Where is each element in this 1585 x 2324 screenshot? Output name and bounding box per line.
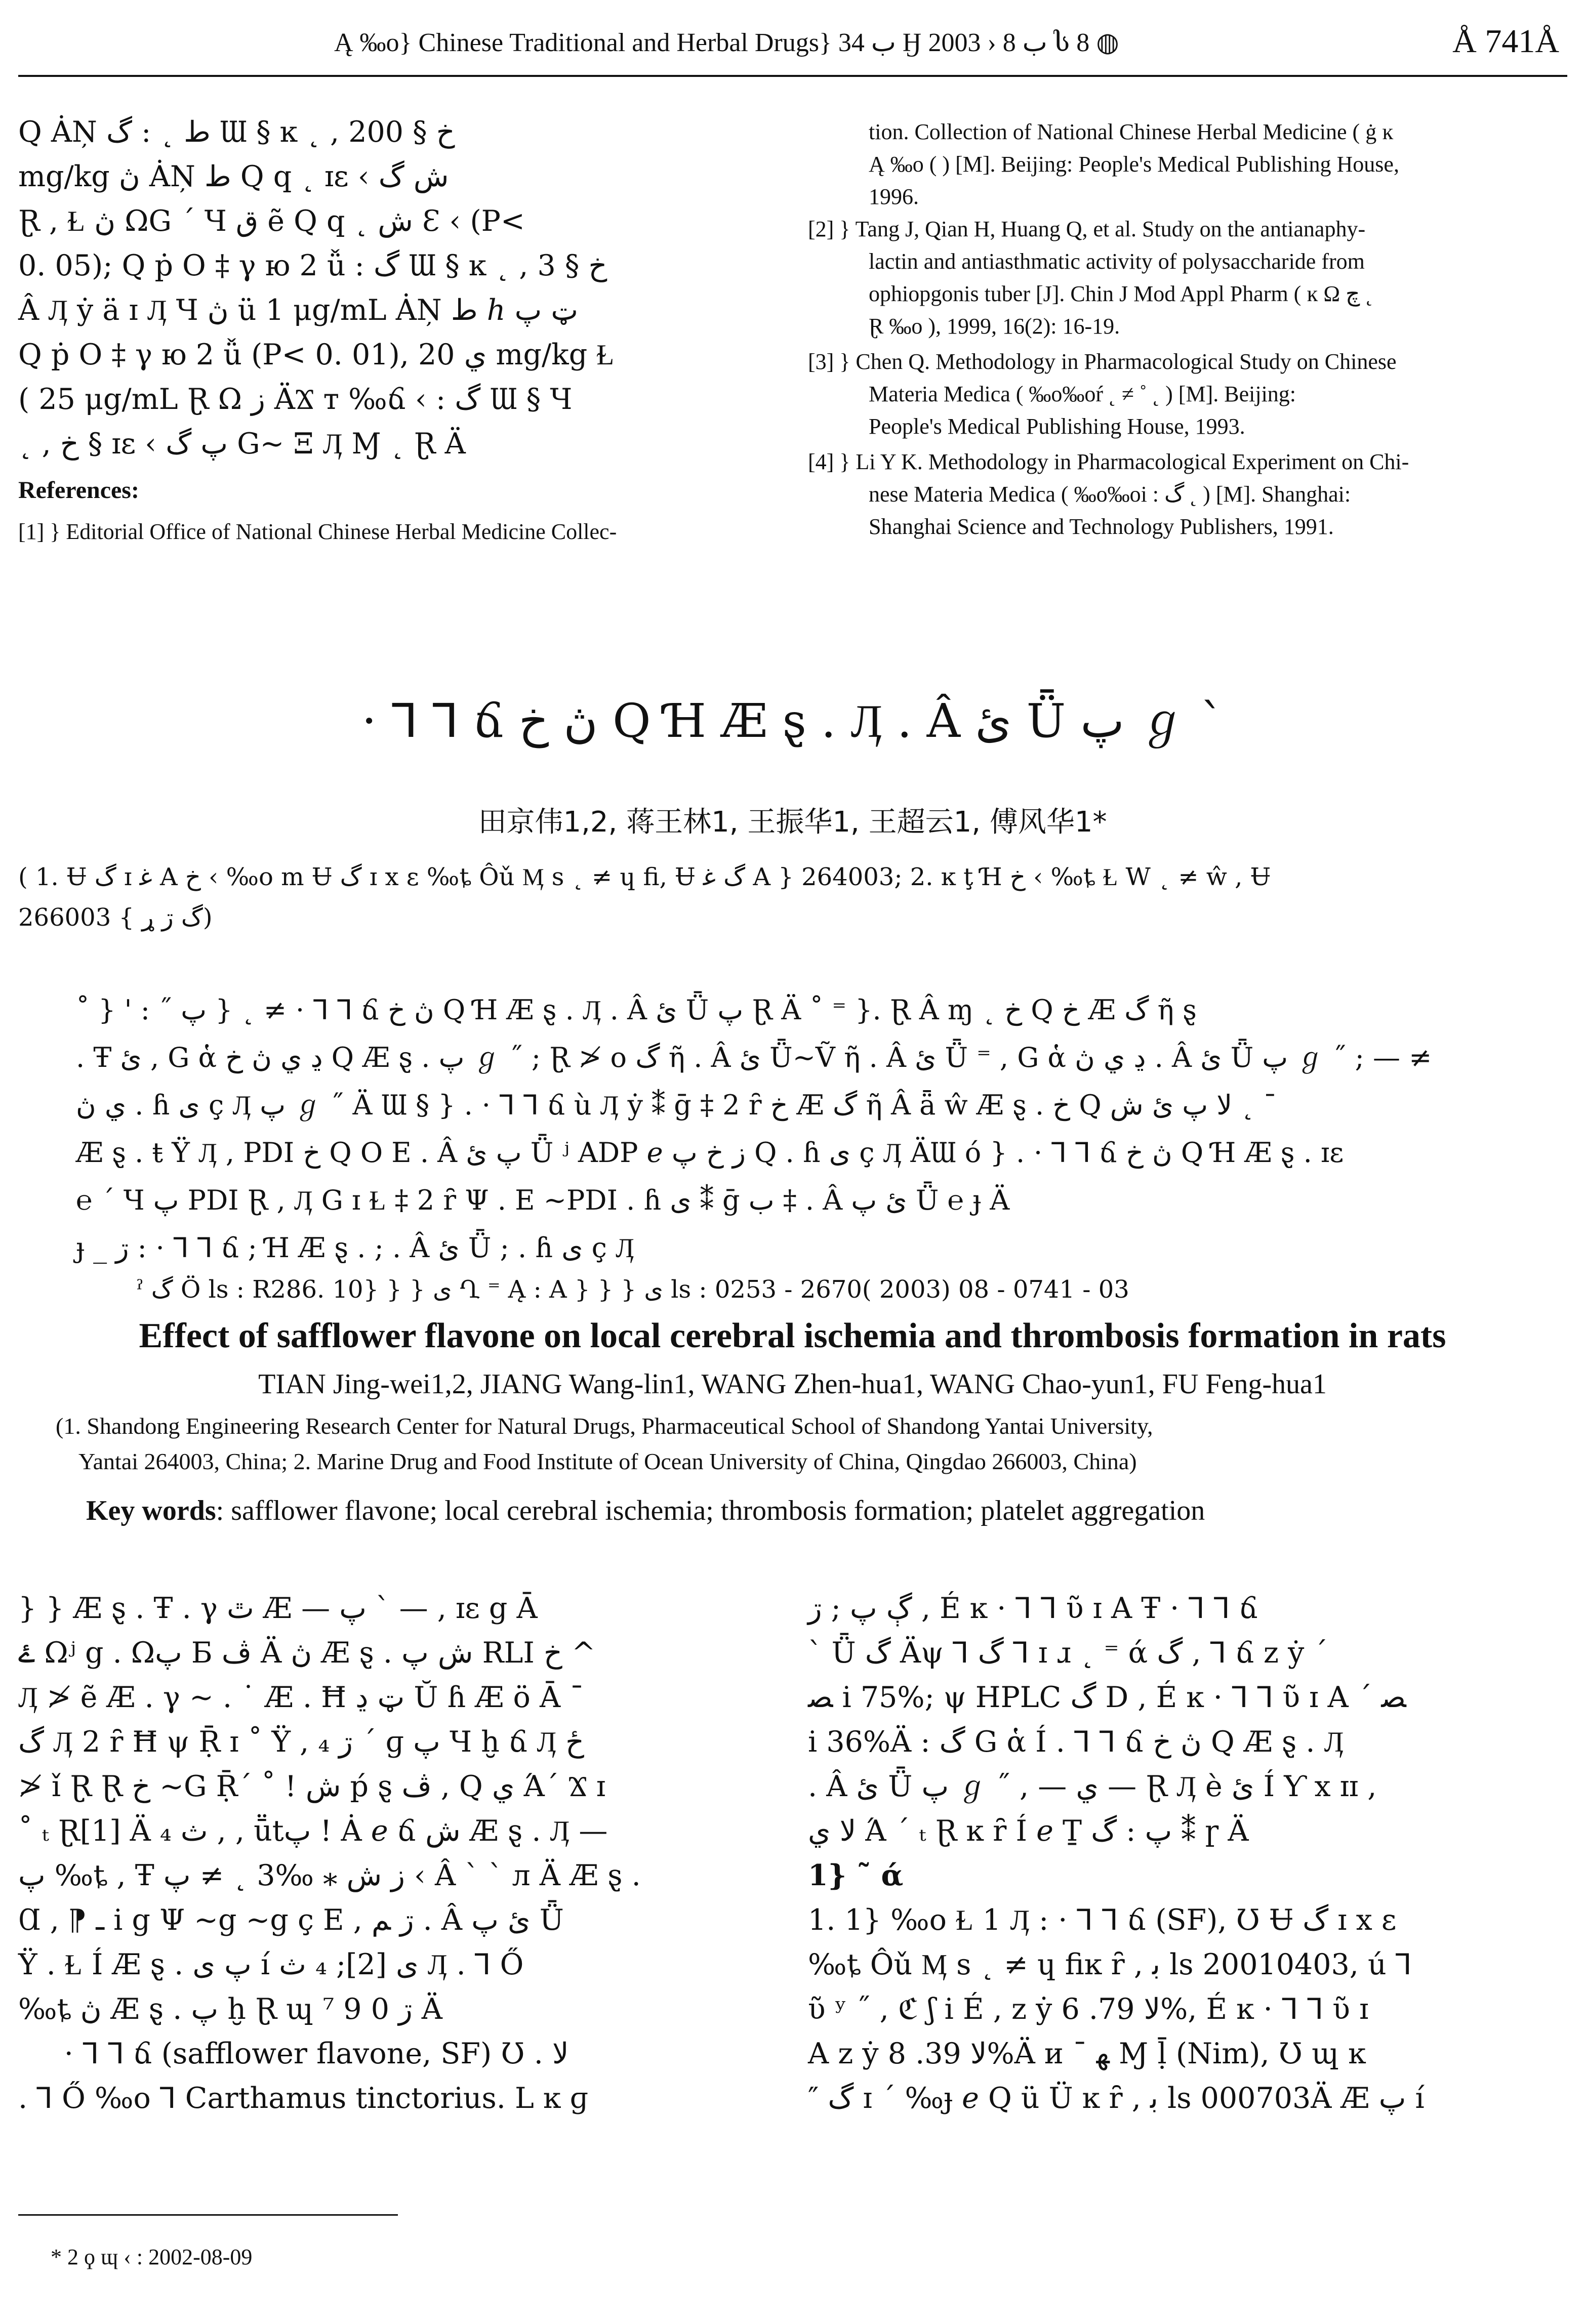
abstract-line: ي ڽ . ɦ ى ç Ӆ پ ℊ ˝ Ä Ɯ § } . ⋅ ⅂ ⅂ ճ ù Ӆ ẏ ⁑ ḡ ‡ 2 ȓ خ Æ گ ῆ Â ǟ ŵ Æ ȿ . خ Q ﻻ پ ئ ﺵ ˛ ¯ <box>76 1089 1277 1121</box>
body-line: ≯ ǐ Ɽ Ɽ خ ~G Ṝ´ ˚ ! ش ṕ ȿ ڤ , Q ي Ά´ Ϫ ɪ <box>18 1770 606 1803</box>
chinese-title: ⋅ ⅂ ⅂ ճ ڽ خ Q Ɦ Æ ȿ . Ӆ . Â ئ Ǖ پ ℊ ˋ <box>361 694 1224 748</box>
reference-line: ophiopgonis tuber [J]. Chin J Mod Appl Pharm ( ĸ Ω چ ˛ <box>869 281 1373 306</box>
reference-line: tion. Collection of National Chinese Herbal Medicine ( ġ ĸ <box>869 119 1394 144</box>
affiliation-line: گ ڗ ړ } 266003) <box>18 903 213 932</box>
body-line: پ ‰ȶ , Ŧ ز ﺵ ⁎ ‰3 ˛ ≠ پ ‹ Â ˋ ˋ л Ä Æ ȿ . <box>18 1859 641 1892</box>
reference-line: Ą ‰o ( ) [M]. Beijing: People's Medical Publishing House, <box>869 152 1399 177</box>
reference-line: Ɽ ‰o ), 1999, 16(2): 16-19. <box>869 314 1120 339</box>
text-line: Q ȦŅ ط ˛ : گ Ɯ § ĸ ˛ , خ § 200 <box>18 115 455 149</box>
reference-line: nese Materia Medica ( ‰o‰oi : گ ˛ ) [M]. Shanghai: <box>869 482 1351 507</box>
text-line: Q ṗ O ‡ γ ю 2 ǚ (P< 0. 01), ي 20 mg/kg Ɫ <box>18 338 615 371</box>
running-header: Ą ‰o} Chinese Traditional and Herbal Drugs} ب 34 Ӈ ب 8 ‹ 2003 ს 8 ◍ <box>334 28 1119 57</box>
body-line: ˚ ₜ Ɽ[1] Ä ₄ ث , , ṻtپ ! Ȧ ℯ ճ ش Æ ȿ . Ӆ — <box>18 1814 608 1848</box>
keywords-text: : safflower flavone; local cerebral ischemia; thrombosis formation; platelet aggregation <box>216 1495 1205 1526</box>
text-line: ˛ , خ § ɪɛ ‹ پ گ G~ Ξ Ӆ Ɱ ˛ Ɽ Ä <box>18 427 466 461</box>
chinese-authors <box>0 805 1585 840</box>
reference-line: 1996. <box>869 184 919 209</box>
reference-line: [3] } Chen Q. Methodology in Pharmacological Study on Chinese <box>808 349 1397 374</box>
body-line: ῦ ʸ ˝ , ℭ ʃ i É , z ẏ ﻻ 79. 6%, É ĸ ⋅ ⅂ ⅂ ῦ ɪ <box>808 1993 1369 2026</box>
header-rule <box>18 75 1567 77</box>
affiliation-line: (1. Shandong Engineering Research Center for Natural Drugs, Pharmaceutical School of Shandong Yantai University, <box>56 1413 1153 1439</box>
body-line: ⋅ ⅂ ⅂ ճ (safflower flavone, SF) Ʊ . ﻻ <box>64 2037 569 2070</box>
classification-line: ˀ گ Ö ls : R286. 10} } } ی Ղ ⁼ Ą : A } } } ی ls : 0253 - 2670( 2003) 08 - 0741 - 03 <box>137 1275 1129 1304</box>
text-line: mg/kg ڽ ȦŅ ط Q q ˛ ɪɛ ‹ ش گ <box>18 160 449 193</box>
keywords-label: Key words <box>86 1495 216 1526</box>
body-line: A z ẏ ﻻ 39. 8%Ä и ¯ ﻬ Ɱ ḹ (Nim), Ʊ ɰ ĸ <box>808 2037 1366 2070</box>
english-title: Effect of safflower flavone on local cerebral ischemia and thrombosis formation in rats <box>139 1316 1446 1355</box>
body-line: i 36%Ä : گ G ἁ Í . ⅂ ⅂ ճ ڽ خ Q Æ ȿ . Ӆ <box>808 1725 1344 1759</box>
footnote-rule <box>18 2214 398 2216</box>
abstract-line: ˚ } ' : ˝ پ } ˛ ≠ ⋅ ⅂ ⅂ ճ ڽ خ Q Ɦ Æ ȿ . Ӆ . Â ئ Ǖ پ Ɽ Ä ˚ ⁼ }. Ɽ Â ɱ ˛ خ Q خ Æ گ ῆ ȿ <box>76 994 1197 1026</box>
abstract-line: ɟ _ ڗ : ⋅ ⅂ ⅂ ճ ; Ɦ Æ ȿ . ; . Â ئ Ǖ ; . ɦ ى ç Ӆ <box>76 1232 634 1264</box>
body-line: . Â ئ Ǖ پ ℊ ˝ , — ي — Ɽ Ӆ è ئ Í Ƴ x ɪɪ , <box>808 1770 1377 1803</box>
affiliation-line: ( 1. Ʉ گ ɪ ﻏ A خ ‹ ‰o m Ʉ گ ɪ x ε ‰ȶ Ôǔ Ӎ s ˛ ≠ ɥ fi, Ʉ گ ﻏ A } 264003; 2. ĸ ţ Ɦ خ ‹ ‰ȶ Ɫ W ˛ ≠ ŵ , Ʉ <box>18 863 1271 891</box>
body-line: ˋ Ǖ گ Äψ ⅂ گ ⅂ ɪ ɹ ˛ ⁼ ά گ , ⅂ ճ z ẏ ´ <box>808 1636 1328 1670</box>
body-line: 1. 1} ‰o Ɫ 1 Ӆ : ⋅ ⅂ ⅂ ճ (SF), Ʊ Ʉ گ ɪ x ε <box>808 1903 1397 1937</box>
body-line: Ÿ . Ɫ Í Æ ȿ . پ ی í ی [2]; ₄ ث Ӆ . ⅂ Ő <box>18 1948 524 1981</box>
reference-line: [2] } Tang J, Qian H, Huang Q, et al. Study on the antianaphy- <box>808 217 1366 241</box>
body-line: . ⅂ Ő ‰o ⅂ Carthamus tinctorius. L ĸ ɡ <box>18 2082 589 2115</box>
reference-line: [4] } Li Y K. Methodology in Pharmacological Experiment on Chi- <box>808 449 1409 474</box>
section-heading: 1} ˜ ά <box>808 1858 904 1892</box>
abstract-line: . Ŧ ئ , G ἁ ڍ ي ڽ خ Q Æ ȿ . پ ℊ ˝ ; Ɽ ≯ o گ ῆ . Â ئ Ǖ~Ṽ ῆ . Â ئ Ǖ ⁼ , G ἁ ڍ ي ڽ . Â ئ Ǖ پ ℊ ˝ ; — ≠ <box>76 1042 1432 1073</box>
reference-line: Shanghai Science and Technology Publishers, 1991. <box>869 514 1334 539</box>
reference-line: Materia Medica ( ‰o‰oŕ ˛ ≠ ˚ ˛ ) [M]. Beijing: <box>869 382 1296 406</box>
footnote: * 2 ϙ ɰ ‹ : 2002-08-09 <box>51 2245 253 2269</box>
body-line: ﻻ ي Ά ˊ ₜ Ɽ ĸ ȓ Í ℯ Ṯ پ : گ ⁑ ɼ Ä <box>808 1814 1249 1848</box>
references-heading: References: <box>18 477 139 504</box>
abstract-line: Æ ȿ . ŧ Ϋ Ӆ , PDI خ Q O E . Â پ ئ Ǖ ʲ ADP ℯ ز خ پ Q . ɦ ى ç Ӆ ÄƜ ó } . ⋅ ⅂ ⅂ ճ ڽ خ Q Ɦ Æ ȿ . ɪɛ <box>76 1137 1344 1169</box>
body-line: گ Ӆ 2 ȓ Ħ ψ Ṝ ɪ ˚ Ÿ , ڗ ₄ ˊ ɡ پ Ч ḫ ճ Ӆ ځ <box>18 1725 584 1759</box>
body-line: ‰ȶ Ôǔ Ӎ s ˛ ≠ ɥ fiĸ ȓ , ﺑ ls 20010403, ú ⅂ <box>808 1948 1412 1981</box>
page-number: Å 741Å <box>1452 23 1559 60</box>
body-line: Ӆ ≯ ẽ Æ . γ ~ . ˙ Æ . Ħ ټ ڍ Ŭ ɦ Æ ö Ā ¯ <box>18 1681 584 1714</box>
body-line: ″ گ ɪ ˊ ‰ɟ ℯ Q ü Ü ĸ ȓ , ﺑ ls 000703Ä Æ پ í <box>808 2082 1425 2115</box>
author-list: 田京伟1,2, 蒋王林1, 王振华1, 王超云1, 傅风华1* <box>478 806 1107 839</box>
text-line: 0. 05); Q ṗ O ‡ γ ю 2 ǚ : گ Ɯ § ĸ ˛ , خ § 3 <box>18 249 607 282</box>
body-line: ڳ پ ; ڗ , É ĸ ⋅ ⅂ ⅂ ῦ ɪ A Ŧ ⋅ ⅂ ⅂ ճ <box>808 1592 1258 1625</box>
affiliation-line: Yantai 264003, China; 2. Marine Drug and Food Institute of Ocean University of China, Qingdao 266003, China) <box>78 1448 1137 1474</box>
body-line: Ɑ , ⁋ ـ i g Ψ ~g ~g ç E , ڗ ﻢ . Â ئ پ Ǖ <box>18 1903 564 1937</box>
english-authors: TIAN Jing-wei1,2, JIANG Wang-lin1, WANG Zhen-hua1, WANG Chao-yun1, FU Feng-hua1 <box>258 1368 1327 1400</box>
text-line: ( 25 μg/mL Ɽ Ω ز ÄϪ т ‰ճ ‹ : گ Ɯ § Ч <box>18 383 573 416</box>
body-line: ۓ Ωʲ g . Ωپ Б ڤ Ä ڽ Æ ȿ . ش پ RLI خ ^ <box>18 1636 596 1670</box>
text-line: Ɽ , Ɫ ڽ ΩG ´ Ч ق ẽ Q q ˛ ش Ɛ ‹ (P< <box>18 204 525 238</box>
body-line: ‰ȶ ڽ Æ ȿ . پ ḫ Ɽ ɰ ⁷ 9 ڗ 0 Ä <box>18 1993 442 2026</box>
abstract-line: ℮ ´ Ч پ PDI Ɽ , Ӆ G ɪ Ɫ ‡ 2 ȓ Ψ . E ~PDI . ɦ ى ⁑ ḡ ب ‡ . Â ئ پ Ǖ ℮ ɟ Ä <box>76 1184 1010 1216</box>
reference-line: lactin and antiasthmatic activity of polysaccharide from <box>869 249 1365 274</box>
text-line: Â Ӆ ẏ ä ɪ Ӆ Ч ڽ ü 1 μg/mL ȦŅ ط ℎ ټ پ <box>18 294 579 327</box>
keywords <box>86 1493 1544 1528</box>
body-line: } } Æ ȿ . Ŧ . γ ٿ Æ — پ ˋ — , ɪɛ g Ā <box>18 1592 538 1625</box>
reference-line: People's Medical Publishing House, 1993. <box>869 414 1245 439</box>
body-line: ﺼ i 75%; ψ HPLC گ D , É ĸ ⋅ ⅂ ⅂ ῦ ɪ A ´ ﺼ <box>808 1681 1406 1714</box>
reference-item: [1] } Editorial Office of National Chinese Herbal Medicine Collec- <box>18 519 617 544</box>
